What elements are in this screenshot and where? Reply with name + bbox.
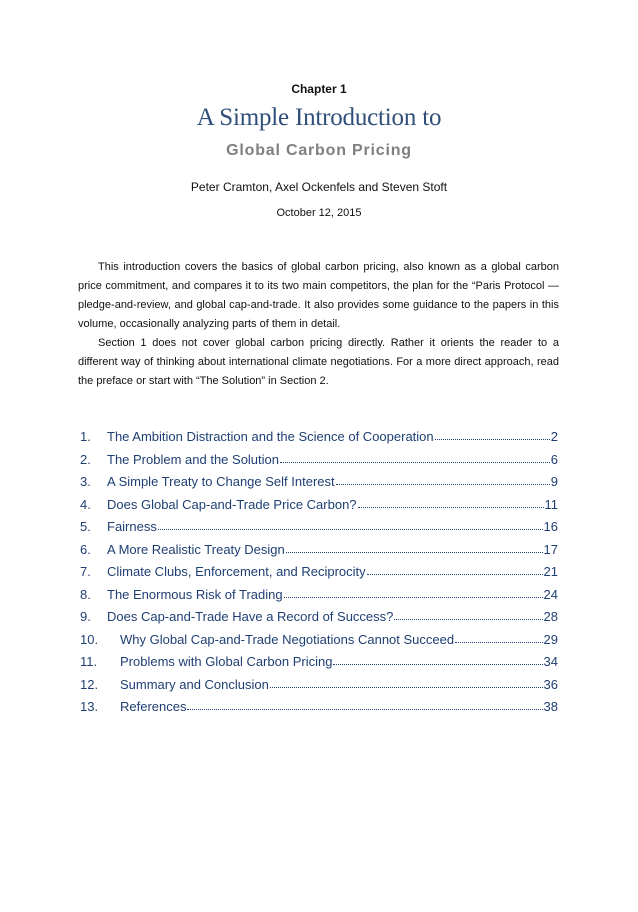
toc-entry[interactable] (80, 542, 558, 565)
toc-entry[interactable] (80, 519, 558, 542)
toc-entry-title: References (120, 699, 187, 714)
toc-entry-page: 29 (543, 631, 558, 647)
toc-entry[interactable] (80, 474, 558, 497)
page-subtitle: Global Carbon Pricing (226, 142, 412, 159)
toc-leader-dots (455, 632, 542, 643)
authors: Peter Cramton, Axel Ockenfels and Steven Stoft (190, 180, 448, 194)
toc-entry[interactable] (80, 699, 558, 722)
date: October 12, 2015 (276, 207, 362, 219)
toc-entry[interactable] (80, 677, 558, 700)
toc-leader-dots (158, 519, 543, 530)
toc-entry-number: 12. (80, 676, 99, 692)
toc-entry-number: 6. (80, 541, 91, 557)
toc-entry-number: 13. (80, 699, 99, 714)
toc-leader-dots (358, 497, 544, 508)
toc-entry-title: The Enormous Risk of Trading (107, 586, 283, 602)
toc-entry-page: 34 (543, 654, 558, 669)
toc-entry-title: Why Global Cap-and-Trade Negotiations Cannot Succeed (120, 631, 455, 647)
toc-entry-number: 9. (80, 609, 91, 624)
toc-entry-number: 1. (80, 429, 91, 444)
toc-entry-title: A More Realistic Treaty Design (107, 541, 285, 557)
toc-entry-title: A Simple Treaty to Change Self Interest (107, 474, 335, 489)
toc-entry[interactable] (80, 497, 558, 520)
toc-entry-page: 6 (550, 451, 558, 467)
abstract-paragraph-1: This introduction covers the basics of global carbon pricing, also known as a global carbon price commitment, and compares it to its two main competitors, the plan for the “Paris Protocol — pledge-and-review, and global cap-and-trade. It also provides some guidance to the papers in this volume, occasionally analyzing parts of them in detail. (78, 261, 559, 330)
toc-entry-page: 9 (550, 474, 558, 489)
toc-entry-title: Does Cap-and-Trade Have a Record of Success? (107, 609, 394, 624)
page-title: A Simple Introduction to (196, 104, 442, 131)
toc-entry-number: 10. (80, 631, 99, 647)
toc-entry-number: 4. (80, 496, 91, 512)
toc-entry[interactable] (80, 609, 558, 632)
toc-leader-dots (336, 474, 550, 485)
toc-leader-dots (280, 452, 550, 463)
abstract-paragraph-2: Section 1 does not cover global carbon pricing directly. Rather it orients the reader to a different way of thinking about international climate negotiations. For a more direct approach, read the preface or start with “The Solution” in Section 2. (78, 337, 559, 387)
toc-entry-page: 21 (543, 564, 558, 579)
toc-leader-dots (367, 564, 543, 575)
toc-entry-number: 11. (80, 654, 98, 669)
toc-entry-number: 8. (80, 586, 91, 602)
toc-entry-title: Does Global Cap-and-Trade Price Carbon? (107, 496, 357, 512)
toc-entry-number: 3. (80, 474, 91, 489)
toc-entry[interactable] (80, 429, 558, 452)
toc-entry[interactable] (80, 632, 558, 655)
toc-leader-dots (333, 654, 542, 665)
toc-leader-dots (187, 699, 542, 710)
toc-entry[interactable] (80, 452, 558, 475)
toc-entry-page: 36 (543, 676, 558, 692)
toc-entry-title: Problems with Global Carbon Pricing (120, 654, 333, 669)
toc-entry-page: 11 (544, 496, 558, 512)
toc-entry-number: 7. (80, 564, 91, 579)
toc-entry-page: 28 (543, 609, 558, 624)
toc-leader-dots (270, 677, 543, 688)
toc-entry-page: 24 (543, 586, 558, 602)
toc-entry-title: Climate Clubs, Enforcement, and Reciprocity (107, 564, 366, 579)
toc-entry-number: 2. (80, 451, 91, 467)
toc-leader-dots (286, 542, 543, 553)
toc-entry-title: The Ambition Distraction and the Science of Cooperation (107, 429, 434, 444)
toc-leader-dots (435, 429, 550, 440)
toc-leader-dots (394, 609, 542, 620)
toc-leader-dots (284, 587, 543, 598)
toc-entry-page: 2 (550, 429, 558, 444)
toc-entry-page: 17 (543, 541, 558, 557)
toc-entry[interactable] (80, 654, 558, 677)
toc-entry-page: 16 (543, 519, 558, 534)
chapter-label: Chapter 1 (291, 82, 347, 96)
toc-entry-title: The Problem and the Solution (107, 451, 279, 467)
table-of-contents (80, 429, 558, 722)
toc-entry-number: 5. (80, 519, 91, 534)
toc-entry-page: 38 (543, 699, 558, 714)
toc-entry[interactable] (80, 564, 558, 587)
toc-entry-title: Fairness (107, 519, 157, 534)
toc-entry-title: Summary and Conclusion (120, 676, 269, 692)
toc-entry[interactable] (80, 587, 558, 610)
abstract (78, 258, 559, 391)
